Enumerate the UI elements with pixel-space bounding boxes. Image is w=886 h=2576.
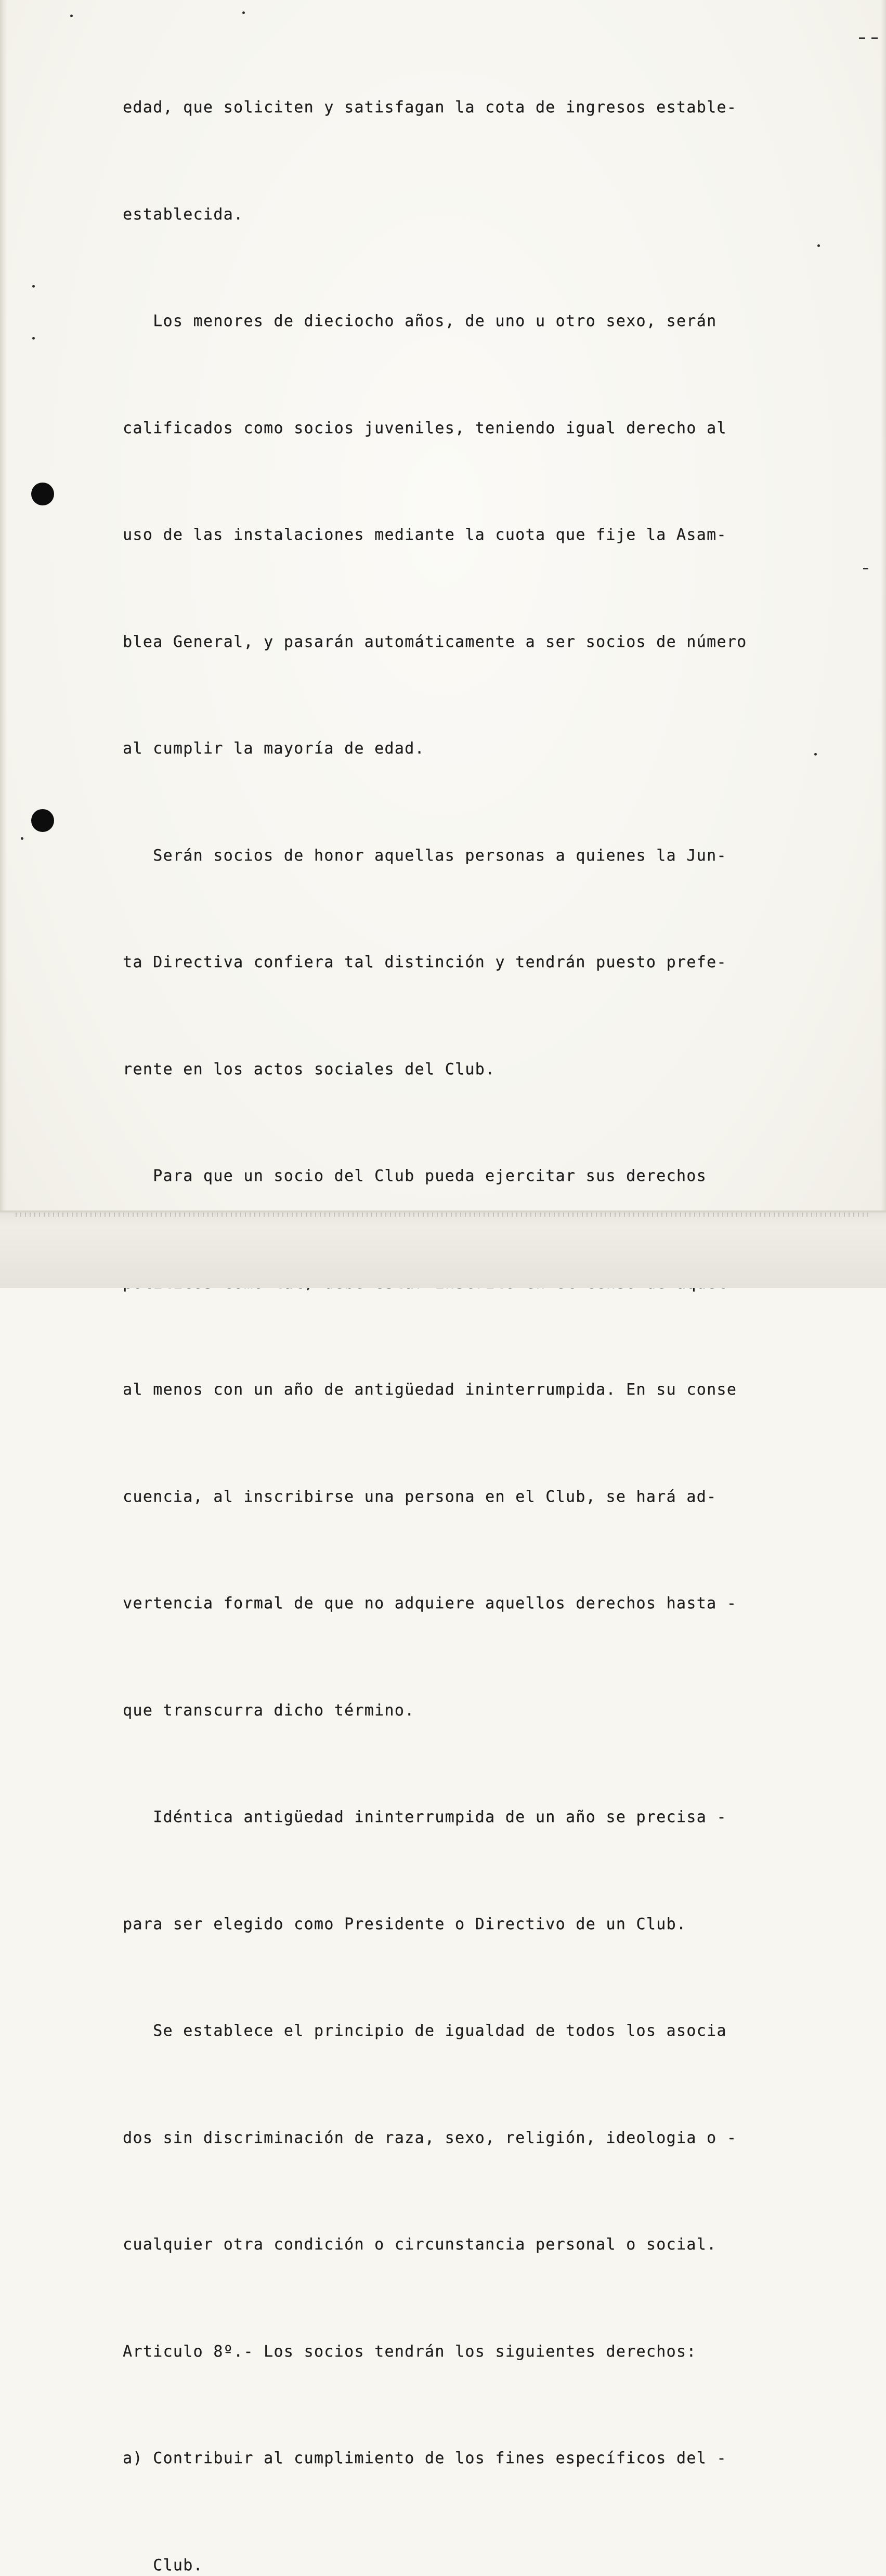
scan-noise-row <box>16 1213 868 1217</box>
text-line: al menos con un año de antigüedad ininterrumpida. En su conse <box>123 1372 819 1408</box>
text-line: establecida. <box>123 197 819 233</box>
margin-mark <box>871 37 878 39</box>
scanner-bottom-band <box>0 1211 886 1288</box>
scan-speck <box>242 11 245 14</box>
text-line: Club. <box>123 2548 819 2576</box>
text-line: para ser elegido como Presidente o Directivo de un Club. <box>123 1907 819 1943</box>
margin-mark <box>863 568 868 569</box>
text-line: calificados como socios juveniles, teniendo igual derecho al <box>123 411 819 447</box>
text-line: Idéntica antigüedad ininterrumpida de un año se precisa - <box>123 1800 819 1836</box>
text-line: Para que un socio del Club pueda ejercitar sus derechos <box>123 1159 819 1194</box>
text-line: al cumplir la mayoría de edad. <box>123 731 819 767</box>
article-heading: Articulo 8º.- Los socios tendrán los siguientes derechos: <box>123 2334 819 2370</box>
text-line: Los menores de dieciocho años, de uno u otro sexo, serán <box>123 304 819 340</box>
text-line: ta Directiva confiera tal distinción y tendrán puesto prefe- <box>123 945 819 981</box>
scan-speck <box>32 337 35 340</box>
text-line: Serán socios de honor aquellas personas a quienes la Jun- <box>123 838 819 874</box>
text-line: edad, que soliciten y satisfagan la cota de ingresos estable- <box>123 90 819 126</box>
text-line: rente en los actos sociales del Club. <box>123 1052 819 1088</box>
page-right-edge-shadow <box>881 0 886 1288</box>
text-line: Se establece el principio de igualdad de todos los asocia <box>123 2013 819 2049</box>
text-line: dos sin discriminación de raza, sexo, religión, ideologia o - <box>123 2120 819 2156</box>
text-line: cualquier otra condición o circunstancia personal o social. <box>123 2227 819 2263</box>
scan-speck <box>21 837 23 840</box>
margin-mark <box>859 37 865 39</box>
text-line: vertencia formal de que no adquiere aquellos derechos hasta - <box>123 1586 819 1622</box>
page-left-edge-shadow <box>0 0 7 1288</box>
text-line: cuencia, al inscribirse una persona en el Club, se hará ad- <box>123 1479 819 1515</box>
text-line: que transcurra dicho término. <box>123 1693 819 1729</box>
typed-text-body <box>123 19 819 2576</box>
punch-hole-lower <box>31 809 54 832</box>
scan-speck <box>32 285 35 288</box>
scan-speck <box>70 15 73 17</box>
punch-hole-upper <box>31 483 54 505</box>
text-line: uso de las instalaciones mediante la cuota que fije la Asam- <box>123 517 819 553</box>
text-line: blea General, y pasarán automáticamente a ser socios de número <box>123 625 819 660</box>
list-item: a) Contribuir al cumplimiento de los fines específicos del - <box>123 2441 819 2477</box>
